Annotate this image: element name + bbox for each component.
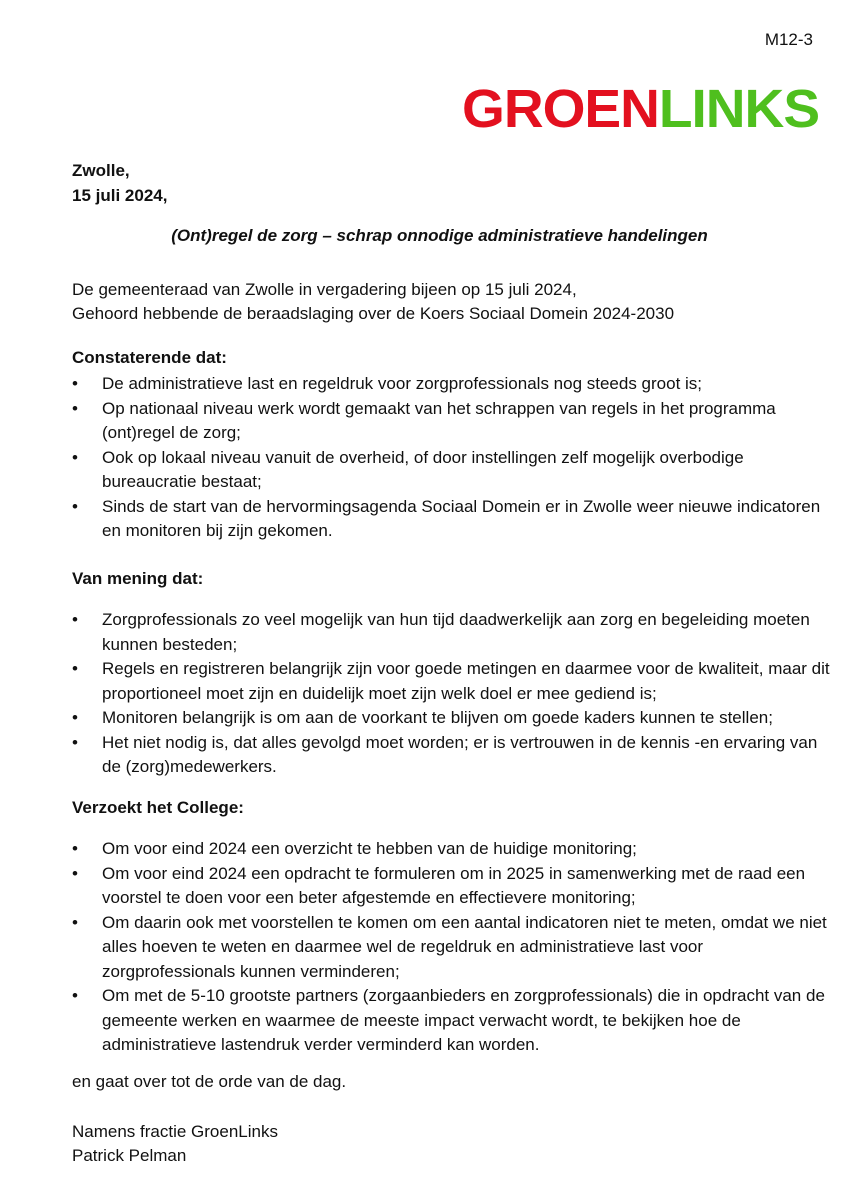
bullet-list [72, 837, 832, 1058]
list-item: • Zorgprofessionals zo veel mogelijk van hun tijd daadwerkelijk aan zorg en begeleiding moeten kunnen besteden; [72, 608, 832, 657]
section-heading: Constaterende dat: [72, 348, 227, 367]
list-item: • Ook op lokaal niveau vanuit de overheid, of door instellingen zelf mogelijk overbodige bureaucratie bestaat; [72, 446, 832, 495]
section-van-mening [72, 567, 832, 780]
section-heading: Van mening dat: [72, 569, 204, 588]
list-item: • Om voor eind 2024 een overzicht te hebben van de huidige monitoring; [72, 837, 832, 862]
logo-groen: GROEN [461, 79, 659, 139]
section-verzoekt [72, 796, 832, 1058]
list-item: • De administratieve last en regeldruk voor zorgprofessionals nog steeds groot is; [72, 372, 832, 397]
signature-line: Namens fractie GroenLinks [72, 1122, 278, 1141]
place-date [72, 158, 167, 208]
intro-line: Gehoord hebbende de beraadslaging over de Koers Sociaal Domein 2024-2030 [72, 304, 675, 323]
document-code: M12-3 [764, 30, 813, 49]
groenlinks-logo [461, 79, 819, 139]
logo-links: LINKS [658, 79, 819, 139]
list-item: • Om met de 5-10 grootste partners (zorgaanbieders en zorgprofessionals) die in opdracht van de gemeente werken en waarmee de meeste impact verwacht wordt, te bekijken hoe de administratieve lastendruk verder verminderd kan worden. [72, 984, 832, 1058]
list-item: • Het niet nodig is, dat alles gevolgd moet worden; er is vertrouwen in de kennis -en ervaring van de (zorg)medewerkers. [72, 731, 832, 780]
signature [72, 1120, 278, 1168]
list-item: • Op nationaal niveau werk wordt gemaakt van het schrappen van regels in het programma (ont)regel de zorg; [72, 397, 832, 446]
closing-line: en gaat over tot de orde van de dag. [72, 1072, 347, 1091]
list-item: • Sinds de start van de hervormingsagenda Sociaal Domein er in Zwolle weer nieuwe indicatoren en monitoren bij zijn gekomen. [72, 495, 832, 544]
place: Zwolle, [72, 161, 130, 180]
intro-line: De gemeenteraad van Zwolle in vergadering bijeen op 15 juli 2024, [72, 280, 577, 299]
date: 15 juli 2024, [72, 186, 168, 205]
list-item: • Monitoren belangrijk is om aan de voorkant te blijven om goede kaders kunnen te stellen; [72, 706, 832, 731]
signature-name: Patrick Pelman [72, 1146, 187, 1165]
motion-title: (Ont)regel de zorg – schrap onnodige administratieve handelingen [171, 226, 708, 245]
list-item: • Om voor eind 2024 een opdracht te formuleren om in 2025 in samenwerking met de raad een voorstel te doen voor een beter afgestemde en effectievere monitoring; [72, 862, 832, 911]
intro [72, 278, 674, 326]
list-item: • Regels en registreren belangrijk zijn voor goede metingen en daarmee voor de kwaliteit, maar dit proportioneel moet zijn en duidelijk moet zijn welk doel er mee gediend is; [72, 657, 832, 706]
section-constaterende [72, 346, 832, 544]
bullet-list [72, 608, 832, 780]
bullet-list [72, 372, 832, 544]
section-heading: Verzoekt het College: [72, 798, 244, 817]
list-item: • Om daarin ook met voorstellen te komen om een aantal indicatoren niet te meten, omdat we niet alles hoeven te weten en daarmee wel de regeldruk en administratieve last voor zorgprofessionals kunnen verminderen; [72, 911, 832, 985]
